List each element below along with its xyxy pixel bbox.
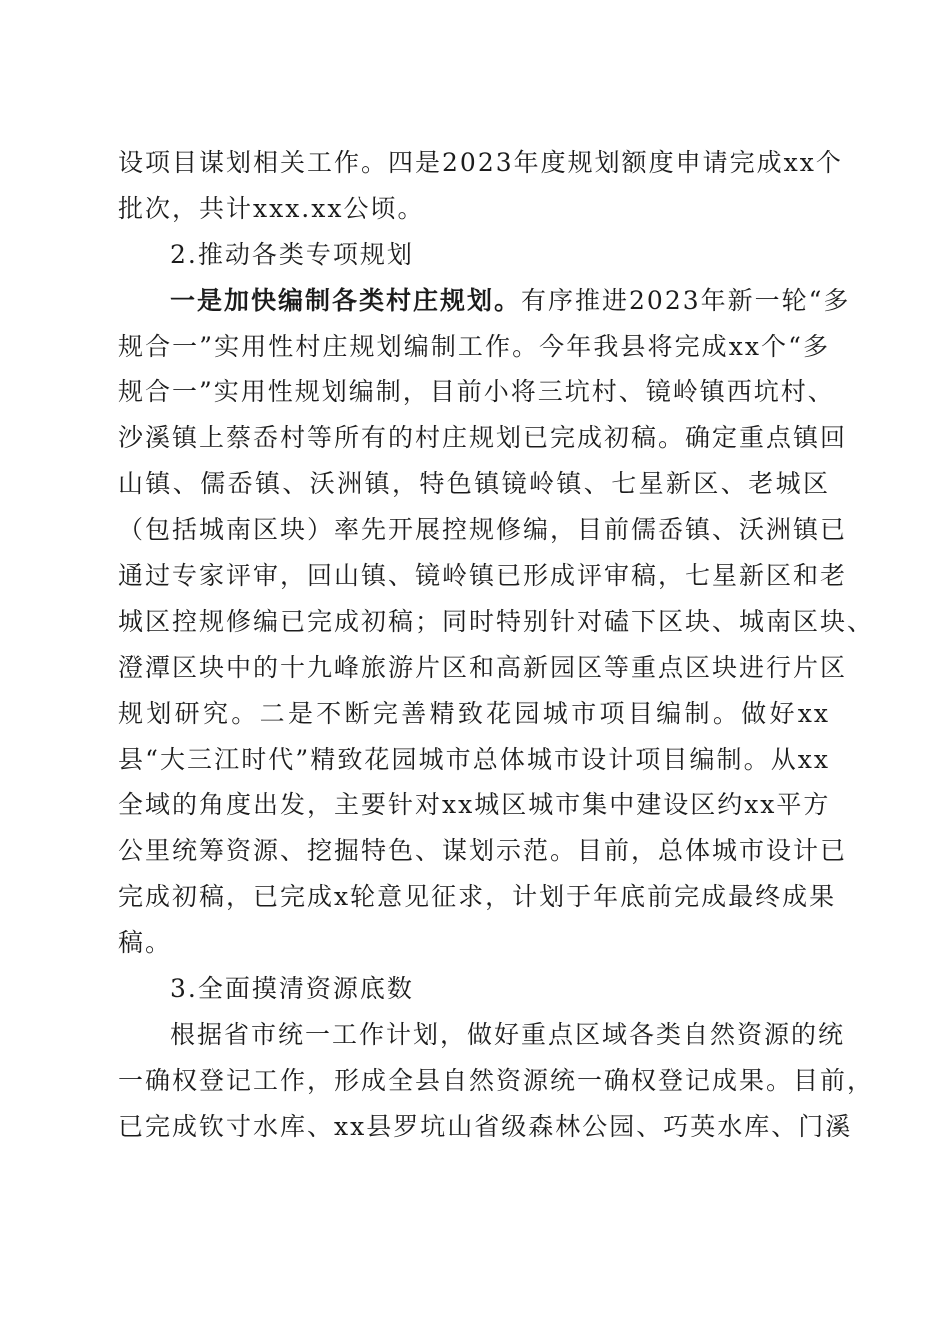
paragraph-line: 稿。 [118, 928, 173, 958]
paragraph-line: 全域的角度出发，主要针对xx城区城市集中建设区约xx平方 [118, 790, 831, 820]
paragraph-line: 已完成钦寸水库、xx县罗坑山省级森林公园、巧英水库、门溪 [118, 1111, 853, 1141]
paragraph-line: 根据省市统一工作计划，做好重点区域各类自然资源的统 [170, 1019, 846, 1049]
paragraph-line: 澄潭区块中的十九峰旅游片区和高新园区等重点区块进行片区 [118, 652, 848, 682]
paragraph-line: 城区控规修编已完成初稿；同时特别针对磕下区块、城南区块、 [118, 606, 875, 636]
paragraph-line: 县“大三江时代”精致花园城市总体城市设计项目编制。从xx [118, 744, 830, 774]
document-body [118, 140, 875, 1150]
paragraph-line [118, 278, 851, 324]
paragraph-line: （包括城南区块）率先开展控规修编，目前儒岙镇、沃洲镇已 [118, 515, 848, 545]
paragraph-line: 完成初稿，已完成x轮意见征求，计划于年底前完成最终成果 [118, 882, 837, 912]
bold-lead-text: 一是加快编制各类村庄规划。 [170, 285, 522, 315]
section-heading: 2.推动各类专项规划 [170, 239, 414, 269]
paragraph-line: 一确权登记工作，形成全县自然资源统一确权登记成果。目前， [118, 1065, 875, 1095]
paragraph-line: 规划研究。二是不断完善精致花园城市项目编制。做好xx [118, 698, 830, 728]
paragraph-line: 规合一”实用性规划编制，目前小将三坑村、镜岭镇西坑村、 [118, 377, 835, 407]
section-heading: 3.全面摸清资源底数 [170, 974, 414, 1004]
paragraph-line: 批次，共计xxx.xx公顷。 [118, 193, 425, 223]
paragraph-text: 有序推进2023年新一轮“多 [521, 285, 851, 315]
paragraph-line: 通过专家评审，回山镇、镜岭镇已形成评审稿，七星新区和老 [118, 561, 848, 591]
paragraph-line: 规合一”实用性村庄规划编制工作。今年我县将完成xx个“多 [118, 331, 830, 361]
paragraph-line: 沙溪镇上蔡岙村等所有的村庄规划已完成初稿。确定重点镇回 [118, 423, 848, 453]
paragraph-line: 公里统筹资源、挖掘特色、谋划示范。目前，总体城市设计已 [118, 836, 848, 866]
paragraph-line: 山镇、儒岙镇、沃洲镇，特色镇镜岭镇、七星新区、老城区 [118, 469, 830, 499]
paragraph-line: 设项目谋划相关工作。四是2023年度规划额度申请完成xx个 [118, 148, 843, 177]
